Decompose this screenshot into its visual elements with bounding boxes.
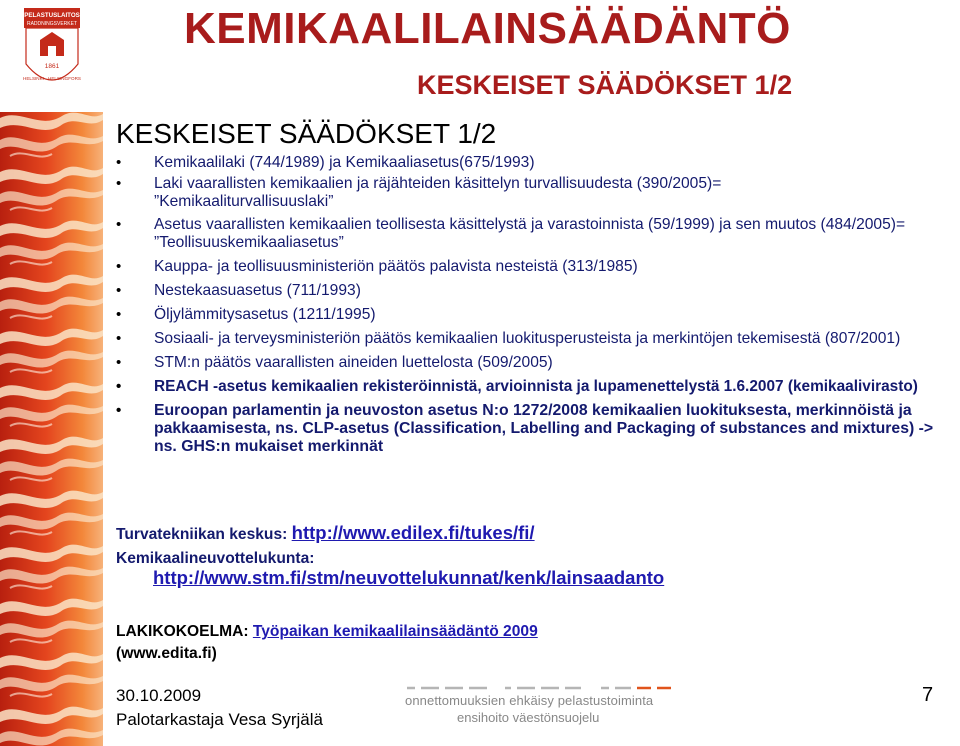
rescue-department-logo bbox=[20, 6, 84, 100]
page-number: 7 bbox=[922, 684, 934, 706]
lakikokoelma-link[interactable]: Työpaikan kemikaalilainsäädäntö 2009 bbox=[252, 623, 538, 640]
list-item: • Nestekaasuasetus (711/1993) bbox=[116, 282, 954, 300]
flame-border-decoration bbox=[0, 0, 103, 746]
list-item: • Kemikaalilaki (744/1989) ja Kemikaaliasetus(675/1993) bbox=[116, 154, 954, 172]
footer-author: Palotarkastaja Vesa Syrjälä bbox=[116, 710, 323, 729]
list-item: • Laki vaarallisten kemikaalien ja räjähteiden käsittelyn turvallisuudesta (390/2005)= ”Kemikaaliturvallisuuslaki” bbox=[116, 175, 844, 211]
list-item: • Öljylämmitysasetus (1211/1995) bbox=[116, 306, 954, 324]
legislation-list bbox=[116, 154, 954, 456]
logo-line1: PELASTUSLAITOS bbox=[24, 12, 80, 19]
slogan-line2: ensihoito väestönsuojelu bbox=[457, 710, 600, 725]
logo-line2: RADDNINGSVERKET bbox=[26, 21, 78, 27]
sub-title: KESKEISET SÄÄDÖKSET 1/2 bbox=[417, 70, 793, 100]
list-item: • Asetus vaarallisten kemikaalien teollisesta käsittelystä ja varastoinnista (59/1999) ja sen muutos (484/2005)= ”Teollisuuskemikaaliasetus” bbox=[116, 216, 954, 252]
kenk-label: Kemikaalineuvottelukunta: bbox=[116, 550, 315, 567]
kenk-line bbox=[153, 567, 664, 589]
main-title: KEMIKAALILAINSÄÄDÄNTÖ bbox=[184, 4, 791, 53]
list-item: • REACH -asetus kemikaalien rekisteröinnistä, arvioinnista ja lupamenettelystä 1.6.2007 (kemikaalivirasto) bbox=[116, 378, 960, 396]
section-title: KESKEISET SÄÄDÖKSET 1/2 bbox=[116, 118, 497, 149]
logo-arc: HELSINKI · HELSINGFORS bbox=[23, 76, 81, 81]
slogan-block bbox=[405, 682, 675, 732]
kenk-link[interactable]: http://www.stm.fi/stm/neuvottelukunnat/kenk/lainsaadanto bbox=[153, 567, 665, 588]
list-item: • STM:n päätös vaarallisten aineiden luettelosta (509/2005) bbox=[116, 354, 954, 372]
lakikokoelma-label: LAKIKOKOELMA: bbox=[116, 623, 253, 640]
slogan-line1: onnettomuuksien ehkäisy pelastustoiminta bbox=[405, 693, 654, 708]
tukes-line bbox=[116, 522, 535, 544]
list-item: • Euroopan parlamentin ja neuvoston asetus N:o 1272/2008 kemikaalien luokituksesta, merkinnöistä ja pakkaamisesta, ns. CLP-asetus (Classification, Labelling and Packaging of substances and mixtures) -> ns. GHS:n mukaiset merkinnät bbox=[116, 402, 954, 456]
tukes-link[interactable]: http://www.edilex.fi/tukes/fi/ bbox=[291, 522, 535, 543]
lakikokoelma-line bbox=[116, 623, 538, 641]
edita-text: (www.edita.fi) bbox=[116, 645, 217, 662]
tukes-label: Turvatekniikan keskus: bbox=[116, 526, 292, 543]
logo-year: 1861 bbox=[44, 63, 60, 70]
list-item: • Sosiaali- ja terveysministeriön päätös kemikaalien luokitusperusteista ja merkintöjen tekemisestä (807/2001) bbox=[116, 330, 944, 348]
slogan-dashes-decoration bbox=[405, 682, 675, 692]
footer-date: 30.10.2009 bbox=[116, 686, 202, 705]
list-item: • Kauppa- ja teollisuusministeriön päätös palavista nesteistä (313/1985) bbox=[116, 258, 954, 276]
